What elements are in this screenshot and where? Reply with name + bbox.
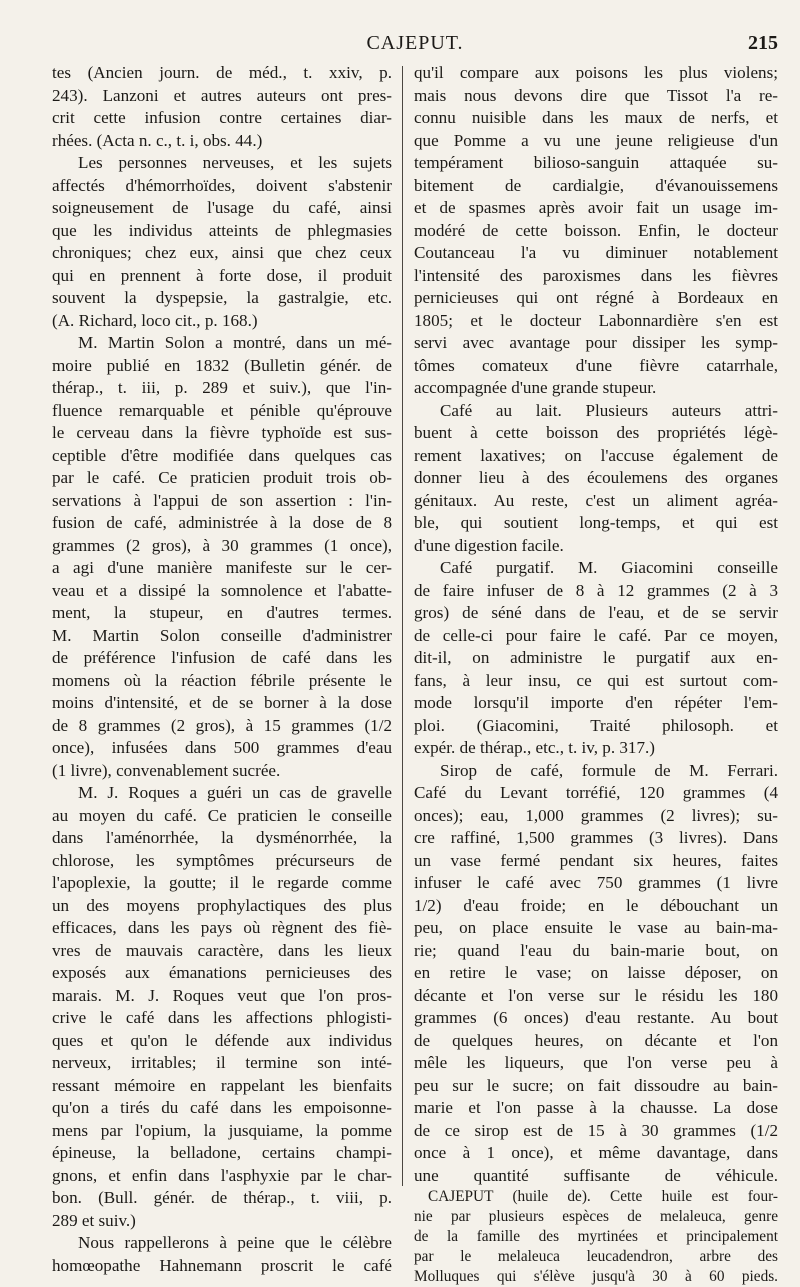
- text-line: épineuse, la belladone, certains champi-: [52, 1143, 392, 1162]
- text-line: M. Martin Solon a montré, dans un mé-: [78, 333, 392, 352]
- text-line: M. J. Roques a guéri un cas de gravelle: [78, 783, 392, 802]
- text-line: dans l'aménorrhée, la dysménorrhée, la: [52, 828, 392, 847]
- text-line: l'intensité des paroxismes dans les fièvres: [414, 265, 778, 285]
- page-header: [52, 30, 778, 60]
- text-line: Café du Levant torréfié, 120 grammes (4: [414, 783, 778, 802]
- text-line: par le café. Ce praticien produit trois ob-: [52, 468, 392, 487]
- text-line: peu, on place ensuite le vase au bain-ma-: [414, 918, 778, 937]
- text-line: 243). Lanzoni et autres auteurs ont pres-: [52, 85, 392, 105]
- text-line: CAJEPUT (huile de). Cette huile est four-: [428, 1188, 778, 1205]
- text-line: Café purgatif. M. Giacomini conseille: [440, 558, 778, 577]
- text-line: tes (Ancien journ. de méd., t. xxiv, p.: [52, 63, 392, 82]
- text-line: rie; quand l'eau du bain-marie bout, on: [414, 940, 778, 960]
- text-line: buent à cette boisson des propriétés légè-: [414, 423, 778, 442]
- text-line: que les individus atteints de phlegmasies: [52, 220, 392, 240]
- text-line: once à 1 once), et même davantage, dans: [414, 1143, 778, 1162]
- text-line: vres de mauvais caractère, dans les lieux: [52, 940, 392, 960]
- text-line: gros) de séné dans de l'eau, et de se servir: [414, 603, 778, 622]
- text-line: grammes (6 onces) d'eau restante. Au bout: [414, 1008, 778, 1027]
- text-line: qu'on a tirés du café dans les empoisonne-: [52, 1098, 392, 1117]
- text-line: de quelques heures, on décante et l'on: [414, 1030, 778, 1050]
- text-line: tempérament bilioso-sanguin attaquée su-: [414, 153, 778, 172]
- text-line: Sirop de café, formule de M. Ferrari.: [440, 760, 778, 780]
- text-line: tômes comateux d'une fièvre catarrhale,: [414, 355, 778, 375]
- text-line: par le melaleuca leucadendron, arbre des: [414, 1248, 778, 1265]
- text-line: ment, la stupeur, en d'autres termes.: [52, 603, 392, 622]
- text-line: décante et l'on verse sur le résidu les 180: [414, 985, 778, 1005]
- text-line: soigneusement de l'usage du café, ainsi: [52, 198, 392, 217]
- text-line: moins d'intensité, et de se borner à la dose: [52, 693, 392, 712]
- text-line: génitaux. Au reste, c'est un aliment agréa-: [414, 490, 778, 510]
- text-line: momens où la réaction fébrile présente le: [52, 670, 392, 690]
- text-line: d'une digestion facile.: [414, 535, 564, 555]
- text-line: nie par plusieurs espèces de melaleuca, genre: [414, 1208, 778, 1225]
- text-line: rhées. (Acta n. c., t. i, obs. 44.): [52, 130, 263, 150]
- text-line: (1 livre), convenablement sucrée.: [52, 760, 281, 780]
- text-line: qui en prennent à forte dose, il produit: [52, 265, 392, 285]
- text-line: nerveux, irritables; il termine son inté-: [52, 1053, 392, 1072]
- text-line: 1805; et le docteur Labonnardière s'en est: [414, 310, 778, 330]
- text-line: marie et l'on passe à la chausse. La dose: [414, 1098, 778, 1117]
- text-line: moire publié en 1832 (Bulletin génér. de: [52, 355, 392, 375]
- text-line: rement laxatives; on l'accuse également de: [414, 445, 778, 465]
- text-line: ressant mémoire en rappelant les bienfaits: [52, 1075, 392, 1095]
- text-line: crive le café dans les affections phlogisti-: [52, 1008, 392, 1027]
- text-line: l'apoplexie, la goutte; il le regarde comme: [52, 873, 392, 892]
- text-line: mode lorsqu'il importe d'en répéter l'em-: [414, 693, 778, 712]
- text-line: pernicieuses qui ont régné à Bordeaux en: [414, 288, 778, 307]
- text-line: efficaces, dans les pays où règnent des fiè-: [52, 918, 392, 937]
- text-line: 1/2) d'eau froide; en le débouchant un: [414, 895, 778, 915]
- text-line: crit cette infusion contre certaines diar-: [52, 108, 392, 127]
- text-line: fluence remarquable et pénible qu'éprouve: [52, 400, 392, 420]
- text-line: et de spasmes après avoir fait un usage im-: [414, 198, 778, 217]
- text-line: grammes (2 gros), à 30 grammes (1 once),: [52, 535, 392, 555]
- running-title: CAJEPUT.: [366, 32, 464, 54]
- text-line: ques et qu'on le défende aux individus: [52, 1030, 392, 1050]
- cajeput-entry: [414, 1187, 778, 1287]
- text-line: fusion de café, administrée à la dose de 8: [52, 513, 392, 532]
- column-divider: [402, 66, 403, 1186]
- text-line: mais nous devons dire que Tissot l'a re-: [414, 85, 778, 105]
- text-line: qu'il compare aux poisons les plus violens;: [414, 63, 778, 82]
- text-line: souvent la dyspepsie, la gastralgie, etc.: [52, 288, 392, 307]
- text-line: une quantité suffisante de véhicule.: [414, 1165, 778, 1185]
- text-line: bon. (Bull. génér. de thérap., t. viii, p.: [52, 1188, 392, 1207]
- text-line: infuser le café avec 750 grammes (1 livre: [414, 873, 778, 892]
- text-line: mens par l'opium, la jusquiame, la pomme: [52, 1120, 392, 1140]
- text-line: ceptible d'être modifiée dans quelques cas: [52, 445, 392, 465]
- text-line: exposés aux émanations pernicieuses des: [52, 963, 392, 982]
- text-line: veau et a dissipé la somnolence et l'abatte-: [52, 580, 392, 600]
- text-line: accompagnée d'une grande stupeur.: [414, 378, 657, 397]
- text-line: de préférence l'infusion de café dans les: [52, 648, 392, 667]
- text-line: marais. M. J. Roques veut que l'on pros-: [52, 985, 392, 1005]
- text-line: Coutanceau l'a vu diminuer notablement: [414, 243, 778, 262]
- text-line: de la famille des myrtinées et principalement: [414, 1228, 778, 1245]
- text-line: gnons, et enfin dans l'asphyxie par le char-: [52, 1165, 392, 1185]
- text-line: chroniques; chez eux, ainsi que chez ceux: [52, 243, 392, 262]
- right-column: [414, 62, 778, 1287]
- text-line: de celle-ci pour faire le café. Par ce moyen,: [414, 625, 778, 645]
- text-line: connu nuisible dans les maux de nerfs, et: [414, 108, 778, 127]
- text-line: de faire infuser de 8 à 12 grammes (2 à 3: [414, 580, 778, 600]
- text-line: affectés d'hémorrhoïdes, doivent s'abstenir: [52, 175, 392, 195]
- text-line: a agi d'une manière manifeste sur le cer-: [52, 558, 392, 577]
- text-line: servi avec avantage pour dissiper les symp-: [414, 333, 778, 352]
- text-line: fans, à leur insu, ce qui est surtout com-: [414, 670, 778, 690]
- text-line: (A. Richard, loco cit., p. 168.): [52, 310, 258, 330]
- text-line: ble, qui soutient long-temps, et qui est: [414, 513, 778, 532]
- page-number: 215: [748, 32, 778, 54]
- text-line: 289 et suiv.): [52, 1210, 136, 1230]
- text-line: cre raffiné, 1,500 grammes (3 livres). Dans: [414, 828, 778, 847]
- text-line: un vase fermé pendant six heures, faites: [414, 850, 778, 870]
- text-line: bitement de cardialgie, d'évanouissemens: [414, 175, 778, 195]
- text-line: ploi. (Giacomini, Traité philosoph. et: [414, 715, 778, 735]
- text-line: dit-il, on administre le purgatif aux en-: [414, 648, 778, 667]
- text-line: Molluques qui s'élève jusqu'à 30 à 60 pieds.: [414, 1268, 778, 1285]
- text-line: de 8 grammes (2 gros), à 15 grammes (1/2: [52, 715, 392, 735]
- text-line: le cerveau dans la fièvre typhoïde est sus-: [52, 423, 392, 442]
- text-line: onces); eau, 1,000 grammes (2 livres); su-: [414, 805, 778, 825]
- left-column: [52, 62, 392, 1277]
- text-line: modéré de cette boisson. Enfin, le docteur: [414, 220, 778, 240]
- text-line: mêle les liqueurs, que l'on verse peu à: [414, 1053, 778, 1072]
- text-line: peu sur le sucre; on fait dissoudre au bain-: [414, 1075, 778, 1095]
- text-line: que Pomme a vu une jeune religieuse d'un: [414, 130, 778, 150]
- text-line: M. Martin Solon conseille d'administrer: [52, 625, 392, 645]
- text-line: un des moyens prophylactiques des plus: [52, 895, 392, 915]
- text-line: once), infusées dans 500 grammes d'eau: [52, 738, 392, 757]
- text-line: chlorose, les symptômes précurseurs de: [52, 850, 392, 870]
- text-line: de ce sirop est de 15 à 30 grammes (1/2: [414, 1120, 778, 1140]
- text-line: Nous rappellerons à peine que le célèbre: [78, 1233, 392, 1252]
- text-line: Café au lait. Plusieurs auteurs attri-: [440, 400, 778, 420]
- text-line: servations à l'appui de son assertion : l'in-: [52, 490, 392, 510]
- text-line: expér. de thérap., etc., t. iv, p. 317.): [414, 738, 655, 757]
- text-line: au moyen du café. Ce praticien le conseille: [52, 805, 392, 825]
- text-line: donner lieu à des écoulemens des organes: [414, 468, 778, 487]
- text-line: thérap., t. iii, p. 289 et suiv.), que l'in-: [52, 378, 392, 397]
- text-line: homœopathe Hahnemann proscrit le café: [52, 1255, 392, 1275]
- text-line: en retire le vase; on laisse déposer, on: [414, 963, 778, 982]
- text-line: Les personnes nerveuses, et les sujets: [78, 153, 392, 172]
